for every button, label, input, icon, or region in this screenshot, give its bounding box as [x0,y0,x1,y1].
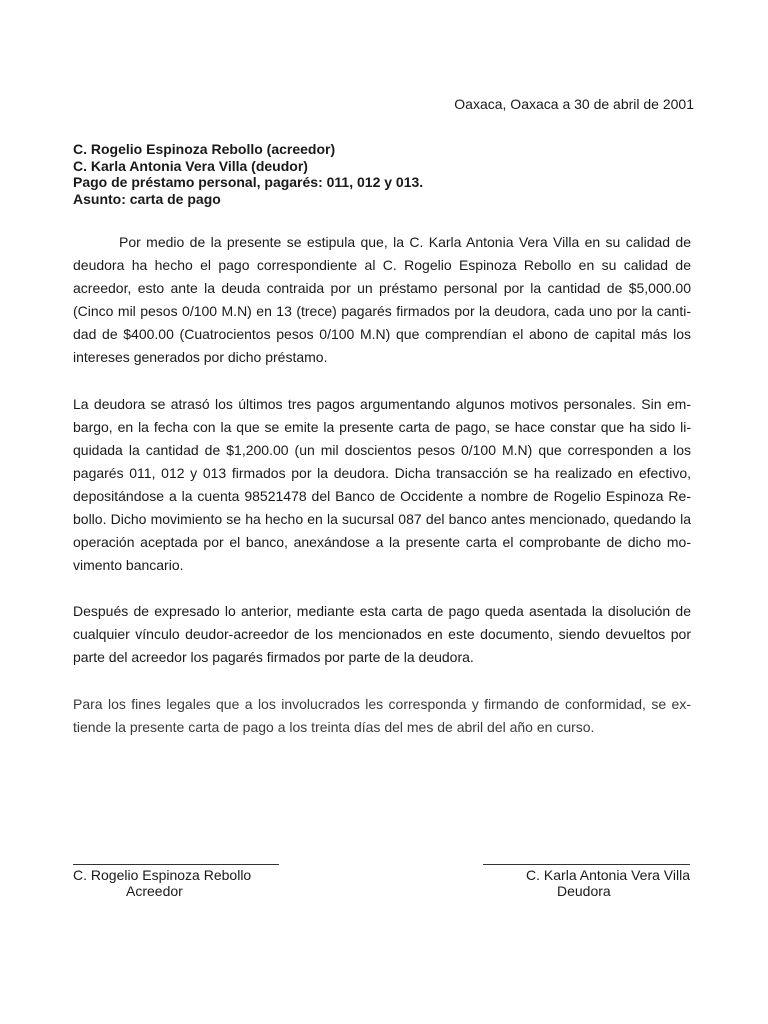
body-paragraph-2: La deudora se atrasó los últimos tres pagos argumentando algunos motivos personales. Sin embargo, en la fecha con la que se emite la presente carta de pago, se hace constar que ha sido liquidada la cantidad de $1,200.00 (un mil doscientos pesos 0/100 M.N) que corresponden a los pagarés 011, 012 y 013 firmados por la deudora. Dicha transacción se ha realizado en efectivo, depositándose a la cuenta 98521478 del Banco de Occidente a nombre de Rogelio Espinoza Rebollo. Dicho movimiento se ha hecho en la sucursal 087 del banco antes mencionado, quedando la operación aceptada por el banco, anexándose a la presente carta el comprobante de dicho movimento bancario. [73,396,691,573]
debtor-line: C. Karla Antonia Vera Villa (deudor) [73,157,308,174]
signature-name: C. Karla Antonia Vera Villa [526,867,690,883]
signature-role: Deudora [557,883,611,899]
payment-line: Pago de préstamo personal, pagarés: 011, 012 y 013. [73,174,424,190]
body-paragraph-1: Por medio de la presente se estipula que, la C. Karla Antonia Vera Villa en su calidad de deudora ha hecho el pago correspondiente al C. Rogelio Espinoza Rebollo en su calidad de acreedor, esto ante la deuda contraida por un préstamo personal por la cantidad de $5,000.00 (Cinco mil pesos 0/100 M.N) en 13 (trece) pagarés firmados por la deudora, cada uno por la cantidad de $400.00 (Cuatrocientos pesos 0/100 M.N) que comprendían el abono de capital más los intereses generados por dicho préstamo. [73,234,691,365]
signature-line [483,864,690,865]
signature-role: Acreedor [126,883,183,899]
body-paragraph-3: Después de expresado lo anterior, mediante esta carta de pago queda asentada la disolución de cualquier vínculo deudor-acreedor de los mencionados en este documento, siendo devueltos por parte del acreedor los pagarés firmados por parte de la deudora. [73,603,691,665]
signature-block-debtor [483,864,690,899]
body-paragraph-4: Para los fines legales que a los involucrados les corresponda y firmando de conformidad, se extiende la presente carta de pago a los treinta días del mes de abril del año en curso. [73,696,691,735]
creditor-line: C. Rogelio Espinoza Rebollo (acreedor) [73,141,336,157]
signature-block-creditor [73,864,279,899]
letter-header [73,141,693,207]
date-line: Oaxaca, Oaxaca a 30 de abril de 2001 [454,96,694,112]
signature-line [73,864,279,865]
signature-name: C. Rogelio Espinoza Rebollo [73,867,252,883]
subject-line: Asunto: carta de pago [73,190,221,207]
